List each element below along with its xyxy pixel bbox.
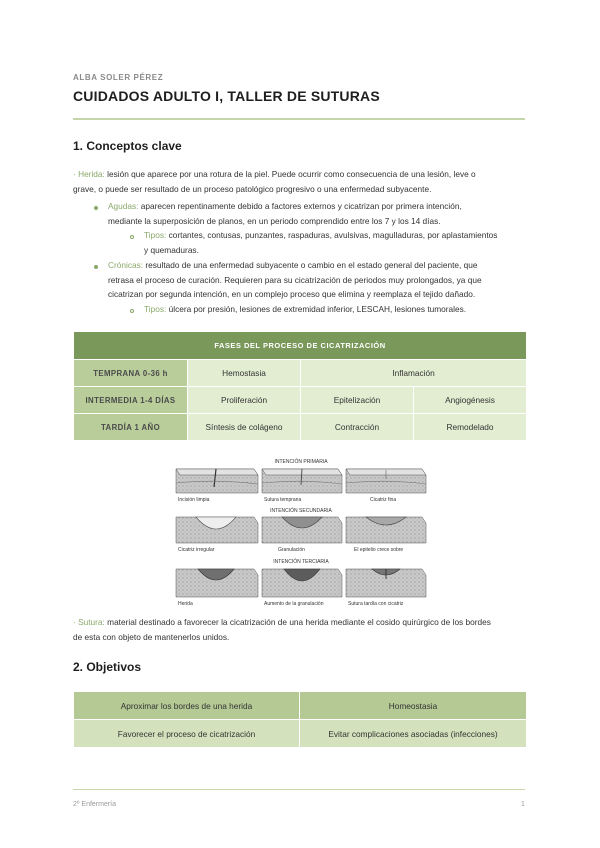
sub-bullet-circle: [130, 309, 134, 313]
figure-caption: El epitelio crece sobre: [354, 547, 404, 553]
cronicas-tipos-text: úlcera por presión, lesiones de extremidad inferior, LESCAH, lesiones tumorales.: [168, 304, 467, 314]
section-heading-objetivos: 2. Objetivos: [73, 660, 142, 674]
phase-cell: Síntesis de colágeno: [188, 414, 301, 441]
agudas-text-1: aparecen repentinamente debido a factores externos y cicatrizan por primera intención,: [140, 201, 462, 211]
herida-text-1: lesión que aparece por una rotura de la piel. Puede ocurrir como consecuencia de una lesión, leve o: [107, 169, 476, 179]
header-divider: [73, 118, 525, 120]
figure-caption: Herida: [178, 601, 193, 607]
table-row: [74, 387, 527, 414]
figure-panel-secondary-1: [176, 517, 258, 543]
figure-caption: Cicatriz fina: [370, 497, 397, 503]
agudas-tipos-text-2: y quemaduras.: [144, 244, 199, 255]
cronicas-term: Crónicas:: [108, 260, 144, 270]
sutura-text-2: de esta con objeto de mantenerlos unidos.: [73, 631, 230, 642]
section-heading-conceptos: 1. Conceptos clave: [73, 139, 182, 153]
figure-panel-primary-2: [262, 469, 342, 493]
objectives-table: [73, 691, 527, 748]
cronicas-item: [108, 258, 526, 302]
cronicas-tipos-item: [144, 302, 526, 317]
herida-text-2: grave, o puede ser resultado de un proceso patológico progresivo o una enfermedad subyacente.: [73, 183, 432, 194]
wound-healing-figure: [174, 457, 428, 609]
figure-caption: Sutura temprana: [264, 497, 302, 503]
phase-cell: Inflamación: [301, 360, 527, 387]
figure-caption: Cicatriz irregular: [178, 547, 215, 553]
figure-panel-primary-3: [346, 469, 426, 493]
author-name: ALBA SOLER PÉREZ: [73, 73, 164, 82]
bullet-dot: [94, 206, 98, 210]
figure-row-title: INTENCIÓN SECUNDARIA: [270, 508, 332, 514]
phase-cell: Remodelado: [414, 414, 527, 441]
figure-caption: Granulación: [278, 547, 305, 553]
figure-panel-tertiary-3: [346, 569, 426, 597]
herida-paragraph: [73, 167, 526, 196]
phase-label: INTERMEDIA 1-4 DÍAS: [74, 387, 188, 414]
figure-panel-primary-1: [176, 469, 258, 493]
cronicas-tipos-term: Tipos:: [144, 304, 167, 314]
sub-bullet-circle: [130, 235, 134, 239]
objective-cell: Homeostasia: [300, 692, 527, 720]
phases-table: [73, 331, 527, 441]
phase-label: TARDÍA 1 AÑO: [74, 414, 188, 441]
document-title: CUIDADOS ADULTO I, TALLER DE SUTURAS: [73, 88, 380, 104]
phase-label: TEMPRANA 0-36 h: [74, 360, 188, 387]
figure-caption: Incisión limpia: [178, 497, 210, 503]
bullet-dot: [94, 265, 98, 269]
page-number: 1: [521, 801, 525, 808]
phase-cell: Angiogénesis: [414, 387, 527, 414]
agudas-text-2: mediante la superposición de planos, en un periodo comprendido entre los 7 y los 14 días.: [108, 215, 441, 226]
table-header-row: [74, 332, 527, 360]
figure-panel-secondary-3: [346, 517, 426, 543]
herida-term: Herida:: [78, 169, 105, 179]
cronicas-text-1: resultado de una enfermedad subyacente o cambio en el estado general del paciente, que: [145, 260, 478, 270]
agudas-item: [108, 199, 526, 228]
table-row: [74, 692, 527, 720]
objective-cell: Aproximar los bordes de una herida: [74, 692, 300, 720]
sutura-paragraph: · Sutura: material destinado a favorecer la cicatrización de una herida mediante el cosido quirúrgico de los bordes de esta con objeto de mantenerlos unidos.: [73, 615, 526, 644]
phase-cell: Contracción: [301, 414, 414, 441]
herida-line-1: · Herida: lesión que aparece por una rotura de la piel. Puede ocurrir como consecuencia de una lesión, leve o: [73, 169, 476, 179]
figure-panel-secondary-2: [262, 517, 342, 543]
phase-cell: Proliferación: [188, 387, 301, 414]
footer-course: 2º Enfermería: [73, 801, 117, 808]
cronicas-text-3: cicatrizan por segunda intención, en un complejo proceso que elimina y reemplaza el tejido dañado.: [108, 289, 476, 299]
agudas-term: Agudas:: [108, 201, 139, 211]
table-row: [74, 360, 527, 387]
table-row: [74, 720, 527, 748]
agudas-tipos-term: Tipos:: [144, 230, 167, 240]
sutura-text-1: material destinado a favorecer la cicatrización de una herida mediante el cosido quirúrgico de los bordes: [107, 617, 491, 627]
figure-panel-tertiary-1: [176, 569, 258, 597]
figure-panel-tertiary-2: [262, 569, 342, 597]
table-row: [74, 414, 527, 441]
objective-cell: Favorecer el proceso de cicatrización: [74, 720, 300, 748]
figure-row-title: INTENCIÓN PRIMARIA: [274, 459, 328, 465]
figure-row-title: INTENCIÓN TERCIARIA: [273, 559, 329, 565]
agudas-tipos-item: [144, 228, 526, 257]
phase-cell: Epitelización: [301, 387, 414, 414]
phase-cell: Hemostasia: [188, 360, 301, 387]
footer-divider: [73, 789, 525, 790]
figure-caption: Sutura tardía con cicatriz: [348, 601, 404, 607]
sutura-term: Sutura:: [78, 617, 105, 627]
objective-cell: Evitar complicaciones asociadas (infecciones): [300, 720, 527, 748]
agudas-tipos-text-1: cortantes, contusas, punzantes, raspaduras, avulsivas, magulladuras, por aplastamientos: [168, 230, 498, 240]
phases-table-header: FASES DEL PROCESO DE CICATRIZACIÓN: [74, 332, 527, 360]
cronicas-text-2: retrasa el proceso de curación. Requieren para su cicatrización de periodos muy prolongados, ya que: [108, 274, 482, 285]
figure-caption: Aumento de la granulación: [264, 601, 324, 607]
